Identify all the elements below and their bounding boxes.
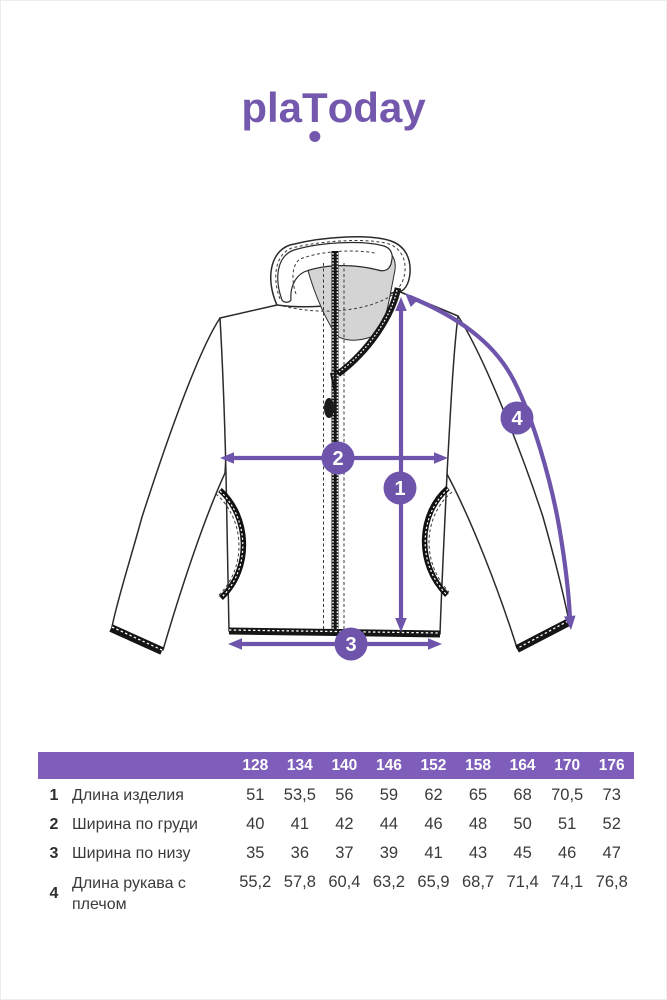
measure-badge-4-label: 4 <box>511 408 523 430</box>
size-column-header: 158 <box>465 756 491 774</box>
size-value: 46 <box>557 844 577 862</box>
logo-part-1: pla <box>241 84 302 131</box>
size-value: 45 <box>513 844 532 862</box>
row-number: 4 <box>49 885 59 902</box>
size-value: 41 <box>290 815 309 833</box>
size-value: 47 <box>602 844 621 862</box>
size-value: 68 <box>513 786 532 804</box>
size-column-header: 128 <box>242 756 269 774</box>
size-value: 62 <box>424 786 443 804</box>
size-value: 74,1 <box>551 873 584 891</box>
size-value: 42 <box>335 815 354 833</box>
size-column-header: 140 <box>331 756 358 774</box>
size-value: 55,2 <box>239 873 272 891</box>
size-value: 51 <box>246 786 265 804</box>
size-value: 52 <box>602 815 621 833</box>
size-column-header: 164 <box>509 756 536 774</box>
size-value: 36 <box>290 844 309 862</box>
size-value: 63,2 <box>372 873 405 891</box>
zipper-pull <box>324 398 334 418</box>
size-value: 46 <box>424 815 443 833</box>
size-table-header <box>38 752 634 779</box>
size-value: 68,7 <box>461 873 495 891</box>
size-value: 65,9 <box>417 873 450 891</box>
left-sleeve <box>112 318 226 650</box>
row-number: 2 <box>49 815 59 833</box>
size-value: 70,5 <box>551 786 584 804</box>
size-value: 51 <box>557 815 577 833</box>
size-value: 41 <box>424 844 443 862</box>
size-table-row <box>38 839 634 868</box>
size-value: 44 <box>379 815 399 833</box>
size-value: 73 <box>602 786 621 804</box>
size-value: 59 <box>379 786 399 804</box>
size-column-header: 176 <box>598 756 625 774</box>
size-table <box>38 752 634 915</box>
size-value: 43 <box>468 844 488 862</box>
size-value: 60,4 <box>328 873 361 891</box>
measure-badge-3-label: 3 <box>345 634 357 656</box>
size-column-header: 134 <box>286 756 313 774</box>
arrowhead <box>228 638 242 650</box>
size-value: 40 <box>246 815 265 833</box>
size-table-row <box>38 868 634 915</box>
size-value: 57,8 <box>283 873 316 891</box>
size-value: 71,4 <box>506 873 539 891</box>
size-table-row <box>38 810 634 839</box>
size-value: 48 <box>468 815 488 833</box>
measurement-label: Ширина по груди <box>72 816 198 833</box>
logo-part-3: oday <box>327 84 426 131</box>
size-value: 50 <box>513 815 532 833</box>
size-value: 53,5 <box>283 786 316 804</box>
size-value: 39 <box>379 844 399 862</box>
size-column-header: 170 <box>554 756 581 774</box>
measurement-label: Длина изделия <box>72 787 184 804</box>
size-table-row <box>38 781 634 810</box>
measurement-label: Ширина по низу <box>72 845 191 862</box>
size-value: 76,8 <box>595 873 628 891</box>
row-number: 1 <box>49 786 59 804</box>
size-value: 65 <box>468 786 488 804</box>
size-column-header: 146 <box>376 756 402 774</box>
size-value: 35 <box>246 844 265 862</box>
measure-badge-1-label: 1 <box>394 478 406 500</box>
arrowhead <box>428 638 442 650</box>
size-table-body <box>38 781 634 915</box>
measure-badge-2-label: 2 <box>332 448 344 470</box>
measurement-label: Длина рукава с плечом <box>72 875 186 913</box>
size-column-header: 152 <box>420 756 447 774</box>
size-value: 37 <box>335 844 354 862</box>
row-number: 3 <box>49 844 59 862</box>
size-value: 56 <box>335 786 354 804</box>
logo-part-2: T <box>302 84 328 131</box>
